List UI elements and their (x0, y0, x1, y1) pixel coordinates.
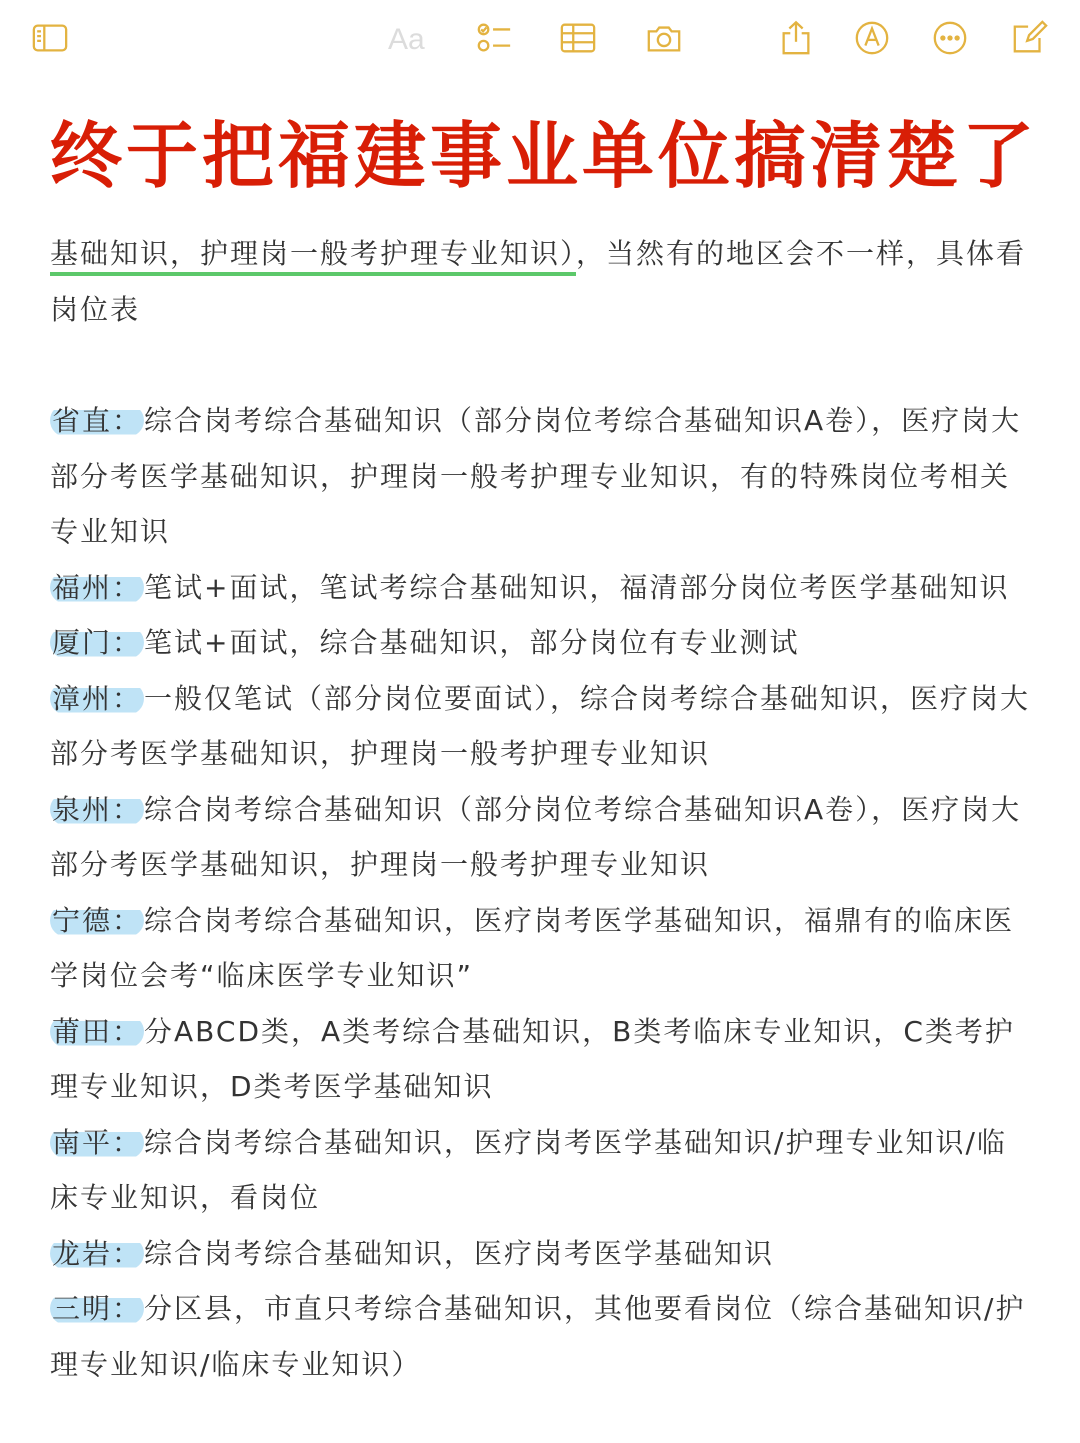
region-city-label: 莆田： (52, 1014, 143, 1048)
note-title: 终于把福建事业单位搞清楚了 (50, 114, 1039, 198)
share-icon[interactable] (776, 18, 816, 58)
region-description: 笔试+面试，笔试考综合基础知识，福清部分岗位考医学基础知识 (144, 570, 1010, 604)
intro-paragraph (50, 226, 1035, 337)
notes-toolbar (0, 0, 1080, 80)
markup-pen-icon[interactable] (852, 18, 892, 58)
region-description: 分区县，市直只考综合基础知识，其他要看岗位（综合基础知识/护理专业知识/临床专业知识） (50, 1292, 1026, 1381)
region-city-label: 南平： (52, 1125, 143, 1159)
region-item (50, 560, 1035, 616)
table-icon[interactable] (558, 18, 598, 58)
sidebar-icon[interactable] (30, 18, 70, 58)
region-item (50, 782, 1035, 893)
note-body[interactable] (50, 226, 1035, 1392)
region-item (50, 615, 1035, 671)
region-description: 综合岗考综合基础知识，医疗岗考医学基础知识，福鼎有的临床医学岗位会考“临床医学专业知识” (50, 903, 1015, 992)
intro-text: ，当然有的地区会不一样，具体看岗位表 (50, 237, 1027, 326)
region-city-label: 宁德： (52, 903, 143, 937)
region-item (50, 1004, 1035, 1115)
region-city-label: 泉州： (52, 792, 143, 826)
region-description: 笔试+面试，综合基础知识，部分岗位有专业测试 (144, 626, 800, 659)
region-item (50, 393, 1035, 560)
underlined-text: 基础知识，护理岗一般考护理专业知识） (50, 237, 576, 276)
region-description: 综合岗考综合基础知识，医疗岗考医学基础知识 (144, 1236, 775, 1270)
blank-line (50, 337, 1035, 393)
region-item (50, 893, 1035, 1004)
more-icon[interactable] (930, 18, 970, 58)
region-item (50, 1226, 1035, 1282)
compose-icon[interactable] (1010, 18, 1050, 58)
region-item (50, 1281, 1035, 1392)
region-description: 综合岗考综合基础知识，医疗岗考医学基础知识/护理专业知识/临床专业知识，看岗位 (50, 1125, 1007, 1214)
region-item (50, 671, 1035, 782)
region-list (50, 393, 1035, 1392)
region-description: 综合岗考综合基础知识（部分岗位考综合基础知识A卷），医疗岗大部分考医学基础知识，护理岗一般考护理专业知识，有的特殊岗位考相关专业知识 (50, 404, 1022, 548)
region-description: 综合岗考综合基础知识（部分岗位考综合基础知识A卷），医疗岗大部分考医学基础知识，护理岗一般考护理专业知识 (50, 792, 1022, 881)
region-city-label: 三明： (52, 1292, 143, 1325)
region-city-label: 省直： (52, 404, 143, 437)
font-format-button[interactable]: Aa (388, 23, 425, 56)
region-city-label: 福州： (52, 570, 143, 604)
region-description: 一般仅笔试（部分岗位要面试），综合岗考综合基础知识，医疗岗大部分考医学基础知识，护理岗一般考护理专业知识 (50, 681, 1031, 770)
region-description: 分ABCD类，A类考综合基础知识，B类考临床专业知识，C类考护理专业知识，D类考医学基础知识 (50, 1014, 1015, 1103)
region-city-label: 厦门： (52, 626, 143, 659)
camera-icon[interactable] (644, 18, 684, 58)
region-item (50, 1115, 1035, 1226)
region-city-label: 龙岩： (52, 1236, 143, 1270)
region-city-label: 漳州： (52, 681, 143, 715)
checklist-icon[interactable] (474, 18, 514, 58)
